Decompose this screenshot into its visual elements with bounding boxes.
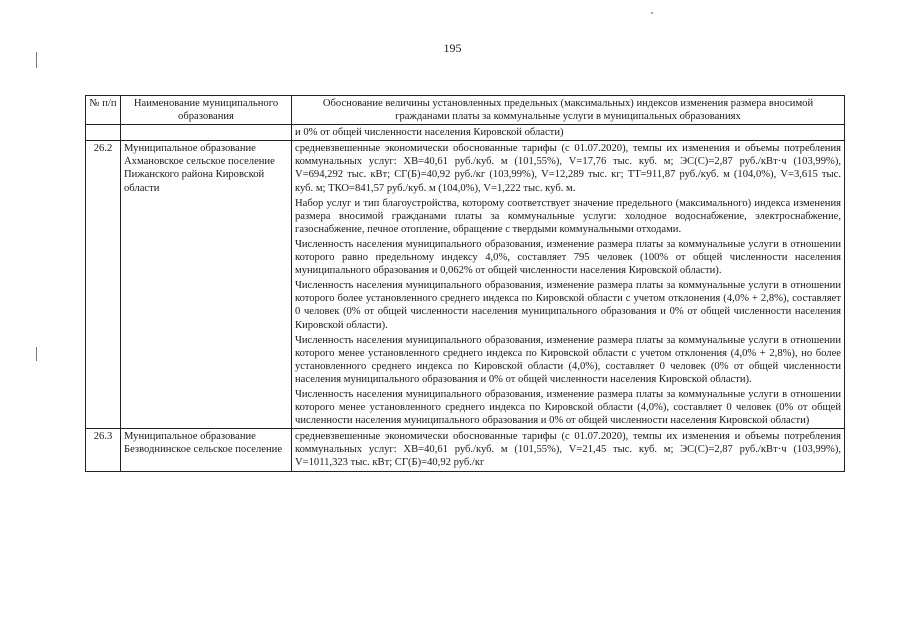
row-number: 26.2 <box>86 141 121 429</box>
table-row <box>86 141 845 429</box>
header-number: № п/п <box>86 96 121 125</box>
header-municipality: Наименование муниципального образования <box>121 96 292 125</box>
tariff-paragraph: средневзвешенные экономически обоснованные тарифы (с 01.07.2020), темпы их изменения и объемы потребления коммунальных услуг: ХВ=40,61 руб./куб. м (101,55%), V=17,76 тыс. куб. м; ЭС(С)=2,87 руб./кВт·ч (103,99%), V=694,292 тыс. кВт; СГ(Б)=40,92 руб./кг (103,99%), V=12,289 тыс. кг; ТТ=911,87 руб./куб. м (104,0%), V=3,615 тыс. куб. м; ТКО=841,57 руб./куб. м (104,0%), V=1,222 тыс. куб. м. <box>295 143 841 194</box>
row-number: 26.3 <box>86 429 121 471</box>
continuation-row <box>86 125 845 141</box>
population-paragraph: Численность населения муниципального образования, изменение размера платы за коммунальные услуги в отношении которого более установленного среднего индекса по Кировской области с учетом отклонения (4,0% + 2,8%), составляет 0 человек (0% от общей численности населения муниципального образования и 0% от общей численности населения Кировской области). <box>295 280 841 331</box>
continuation-number-cell <box>86 125 121 141</box>
scan-margin-mark <box>36 347 37 361</box>
table-header-row <box>86 96 845 125</box>
services-paragraph: Набор услуг и тип благоустройства, которому соответствует значение предельного (максимального) индекса изменения размера вносимой гражданами платы за коммунальные услуги: холодное водоснабжение, электроснабжение, газоснабжение, печное отопление, обращение с твердыми коммунальными отходами. <box>295 197 841 235</box>
tariff-paragraph: средневзвешенные экономически обоснованные тарифы (с 01.07.2020), темпы их изменения и объемы потребления коммунальных услуг: ХВ=40,61 руб./куб. м (101,55%), V=21,45 тыс. куб. м; ЭС(С)=2,87 руб./кВт·ч (103,99%), V=1011,323 тыс. кВт; СГ(Б)=40,92 руб./кг <box>295 431 841 469</box>
population-paragraph: Численность населения муниципального образования, изменение размера платы за коммунальные услуги в отношении которого менее установленного среднего индекса по Кировской области с учетом отклонения (4,0% + 2,8%), но более установленного среднего индекса по Кировской области (4,0%), составляет 0 человек (0% от общей численности населения муниципального образования и 0% от общей численности населения Кировской области). <box>295 334 841 385</box>
continuation-text: и 0% от общей численности населения Кировской области) <box>292 125 845 141</box>
scan-speck <box>651 12 653 14</box>
tariff-table <box>85 95 845 472</box>
continuation-name-cell <box>121 125 292 141</box>
population-paragraph: Численность населения муниципального образования, изменение размера платы за коммунальные услуги в отношении которого менее установленного среднего индекса по Кировской области (4,0%), составляет 0 человек (0% от общей численности населения муниципального образования и 0% от общей численности населения Кировской области) <box>295 388 841 427</box>
row-justification <box>292 429 845 471</box>
population-paragraph: Численность населения муниципального образования, изменение размера платы за коммунальные услуги в отношении которого равно предельному индексу 4,0%, составляет 795 человек (100% от общей численности населения муниципального образования и 0,062% от общей численности населения Кировской области). <box>295 238 841 277</box>
row-municipality: Муниципальное образование Ахмановское сельское поселение Пижанского района Кировской области <box>121 141 292 429</box>
table-row <box>86 429 845 471</box>
row-municipality: Муниципальное образование Безводнинское сельское поселение <box>121 429 292 471</box>
row-justification <box>292 141 845 429</box>
scan-margin-mark <box>36 52 37 68</box>
page-number: 195 <box>443 41 462 55</box>
header-justification: Обоснование величины установленных предельных (максимальных) индексов изменения размера вносимой гражданами платы за коммунальные услуги в муниципальных образованиях <box>292 96 845 125</box>
